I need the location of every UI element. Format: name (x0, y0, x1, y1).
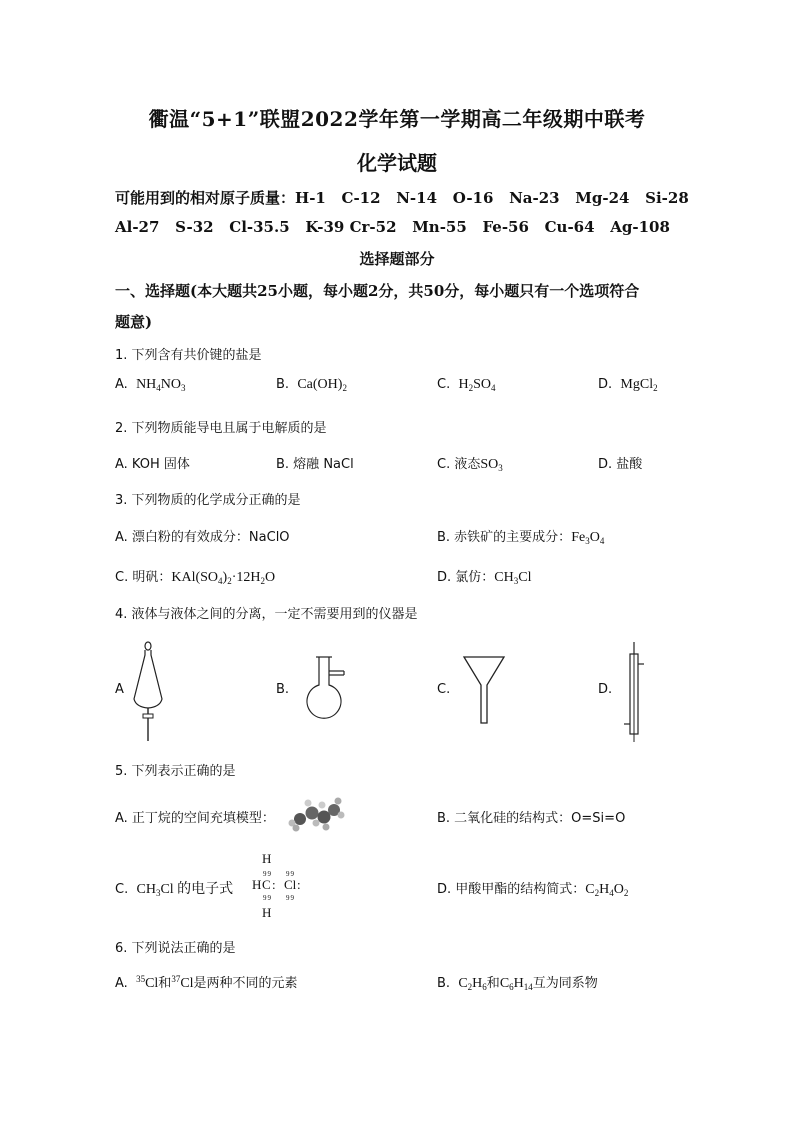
q6-option-a: A. $^{35}$Cl和$^{37}$Cl是两种不同的元素 (115, 974, 298, 991)
exam-subtitle: 化学试题 (357, 151, 437, 175)
q4-option-b-label: B. (276, 682, 290, 697)
q2-stem: 2. 下列物质能导电且属于电解质的是 (115, 421, 327, 436)
section-instruction-2: 题意) (115, 313, 153, 331)
lewis-cl: Cl (284, 877, 297, 892)
q4-stem: 4. 液体与液体之间的分离，一定不需要用到的仪器是 (115, 607, 418, 622)
q2-option-b: B. 熔融 NaCl (276, 457, 354, 472)
lewis-dots: 99 (263, 894, 272, 902)
exam-title: 衢温“5+1”联盟2022学年第一学期高二年级期中联考 (148, 107, 646, 131)
section-title: 选择题部分 (359, 250, 435, 268)
distilling-flask-icon (302, 655, 348, 725)
condenser-icon (622, 642, 646, 742)
q3-option-d: D. 氯仿：$CH_3Cl$ (437, 570, 532, 586)
lewis-dots: 99 (286, 870, 295, 878)
lewis-h-bottom: H (262, 905, 272, 920)
q2-option-c: C. 液态$SO_3$ (437, 457, 503, 473)
q1-option-b: B. $Ca(OH)_2$ (276, 377, 347, 393)
atomic-mass-values-1: H-1 C-12 N-14 O-16 Na-23 Mg-24 Si-28 (295, 189, 689, 207)
q2-option-a: A. KOH 固体 (115, 457, 190, 472)
lewis-colon: : (272, 877, 276, 892)
q6-option-b: B. $C_2H_6$和$C_6H_{14}$互为同系物 (437, 976, 598, 992)
q6-stem: 6. 下列说法正确的是 (115, 941, 236, 956)
lewis-h-top: H (262, 851, 272, 866)
lewis-dots: 99 (286, 894, 295, 902)
q3-option-c: C. 明矾：$KAl(SO_4)_2\cdot 12H_2O$ (115, 570, 276, 586)
separatory-funnel-icon (128, 641, 168, 741)
q5-option-d: D. 甲酸甲酯的结构简式：$C_2H_4O_2$ (437, 882, 629, 898)
q1-option-d: D. MgCl$_2$ (598, 377, 658, 393)
lewis-dots: 99 (263, 870, 272, 878)
atomic-mass-line-2: Al-27 S-32 Cl-35.5 K-39 Cr-52 Mn-55 Fe-56 Cu-64 Ag-108 (115, 218, 670, 236)
q4-option-d-label: D. (598, 682, 613, 697)
q5-stem: 5. 下列表示正确的是 (115, 764, 236, 779)
q3-option-a: A. 漂白粉的有效成分：NaClO (115, 530, 290, 545)
q5-option-c: C. $CH_3Cl$ 的电子式 (115, 882, 234, 898)
q1-stem: 1. 下列含有共价键的盐是 (115, 348, 262, 363)
funnel-icon (462, 655, 506, 725)
lewis-h-left: H (252, 877, 262, 892)
q5-option-b: B. 二氧化硅的结构式：O=Si=O (437, 811, 626, 826)
atomic-mass-line-1 (115, 187, 689, 208)
butane-space-filling-model-icon (286, 795, 346, 835)
atomic-mass-label: 可能用到的相对原子质量： (115, 189, 296, 207)
lewis-c: C (262, 877, 271, 892)
q1-option-a: A. $NH_4NO_3$ (115, 377, 186, 393)
q3-option-b: B. 赤铁矿的主要成分：$Fe_3O_4$ (437, 530, 605, 546)
q4-option-a-label: A (115, 682, 124, 697)
lewis-colon: : (297, 877, 301, 892)
q5-option-a: A. 正丁烷的空间充填模型： (115, 811, 275, 826)
section-instruction-1: 一、选择题(本大题共25小题，每小题2分，共50分，每小题只有一个选项符合 (115, 282, 640, 300)
q2-option-d: D. 盐酸 (598, 457, 643, 472)
q4-option-c-label: C. (437, 682, 451, 697)
q3-stem: 3. 下列物质的化学成分正确的是 (115, 493, 301, 508)
q1-option-c: C. $H_2SO_4$ (437, 377, 496, 393)
